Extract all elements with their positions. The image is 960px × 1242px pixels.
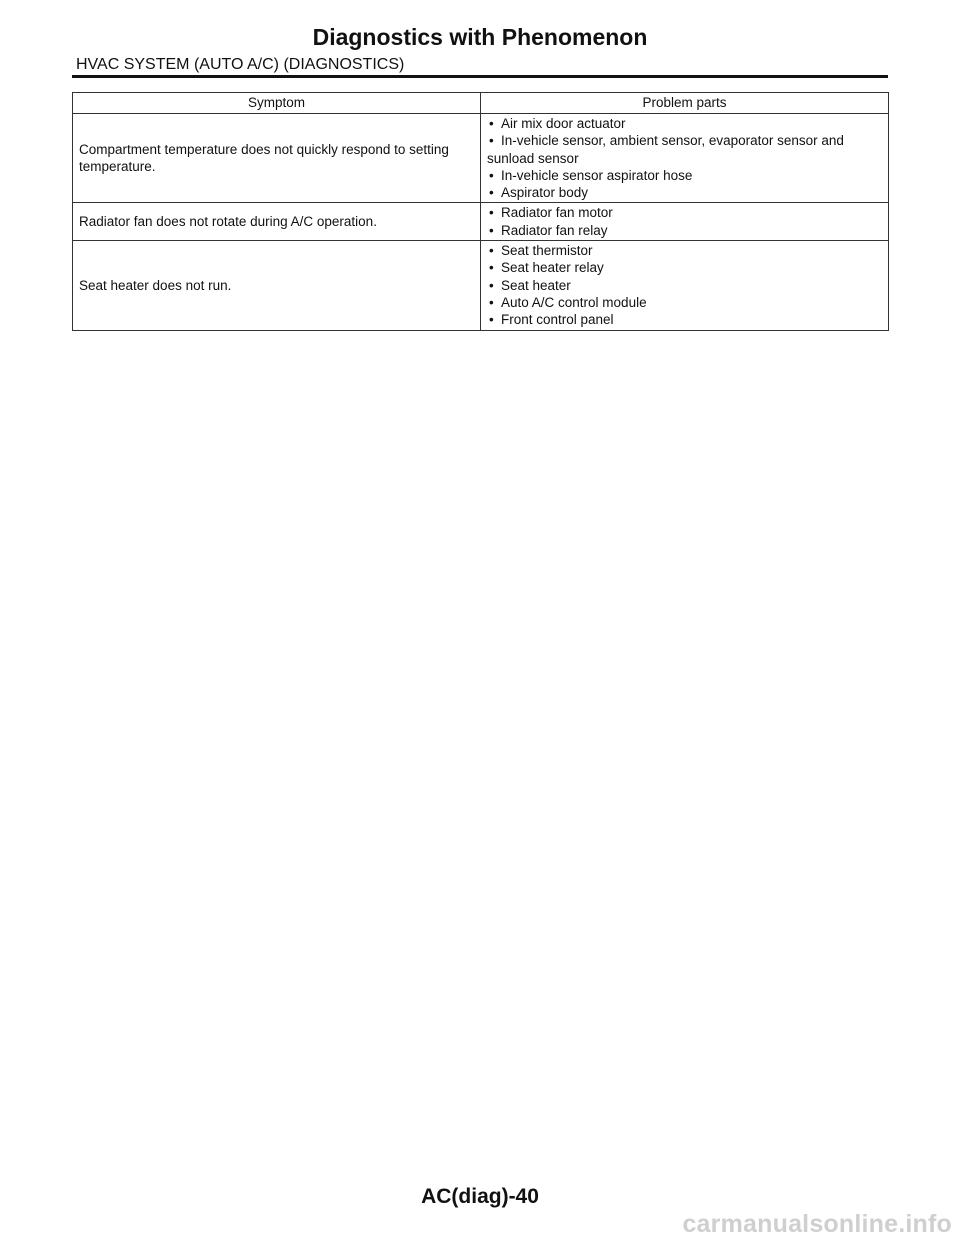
part-item: • Radiator fan relay (489, 222, 608, 238)
bullet-icon: • (489, 277, 494, 293)
section-header: HVAC SYSTEM (AUTO A/C) (DIAGNOSTICS) (76, 56, 405, 73)
bullet-icon: • (489, 312, 494, 328)
page-number: AC(diag)-40 (421, 1185, 539, 1208)
diagnostics-table (72, 92, 889, 331)
table-row (73, 241, 889, 330)
table-row (73, 114, 889, 203)
page-title: Diagnostics with Phenomenon (312, 24, 648, 50)
bullet-icon: • (489, 185, 494, 201)
part-item: • In-vehicle sensor, ambient sensor, evaporator sensor and sunload sensor (487, 133, 844, 166)
watermark: carmanualsonline.info (682, 1210, 952, 1238)
header-rule (72, 75, 888, 78)
bullet-icon: • (489, 205, 494, 221)
symptom-cell: Seat heater does not run. (73, 241, 481, 330)
symptom-cell: Radiator fan does not rotate during A/C operation. (73, 203, 481, 241)
part-item: • Seat heater (489, 277, 571, 293)
column-header-symptom: Symptom (73, 93, 481, 114)
part-item: • Radiator fan motor (489, 205, 613, 221)
part-item: • Seat thermistor (489, 243, 593, 259)
bullet-icon: • (489, 222, 494, 238)
bullet-icon: • (489, 133, 494, 149)
column-header-problem-parts: Problem parts (481, 93, 889, 114)
table-header-row (73, 93, 889, 114)
problem-parts-cell (481, 241, 889, 330)
symptom-cell: Compartment temperature does not quickly respond to setting temperature. (73, 114, 481, 203)
problem-parts-cell (481, 114, 889, 203)
table-row (73, 203, 889, 241)
bullet-icon: • (489, 167, 494, 183)
part-item: • In-vehicle sensor aspirator hose (489, 167, 693, 183)
part-item: • Aspirator body (489, 185, 589, 201)
part-item: • Auto A/C control module (489, 294, 647, 310)
part-item: • Front control panel (489, 312, 614, 328)
problem-parts-cell (481, 203, 889, 241)
bullet-icon: • (489, 116, 494, 131)
bullet-icon: • (489, 260, 494, 276)
bullet-icon: • (489, 294, 494, 310)
part-item: • Seat heater relay (489, 260, 604, 276)
part-item: • Air mix door actuator (489, 116, 626, 131)
bullet-icon: • (489, 243, 494, 259)
